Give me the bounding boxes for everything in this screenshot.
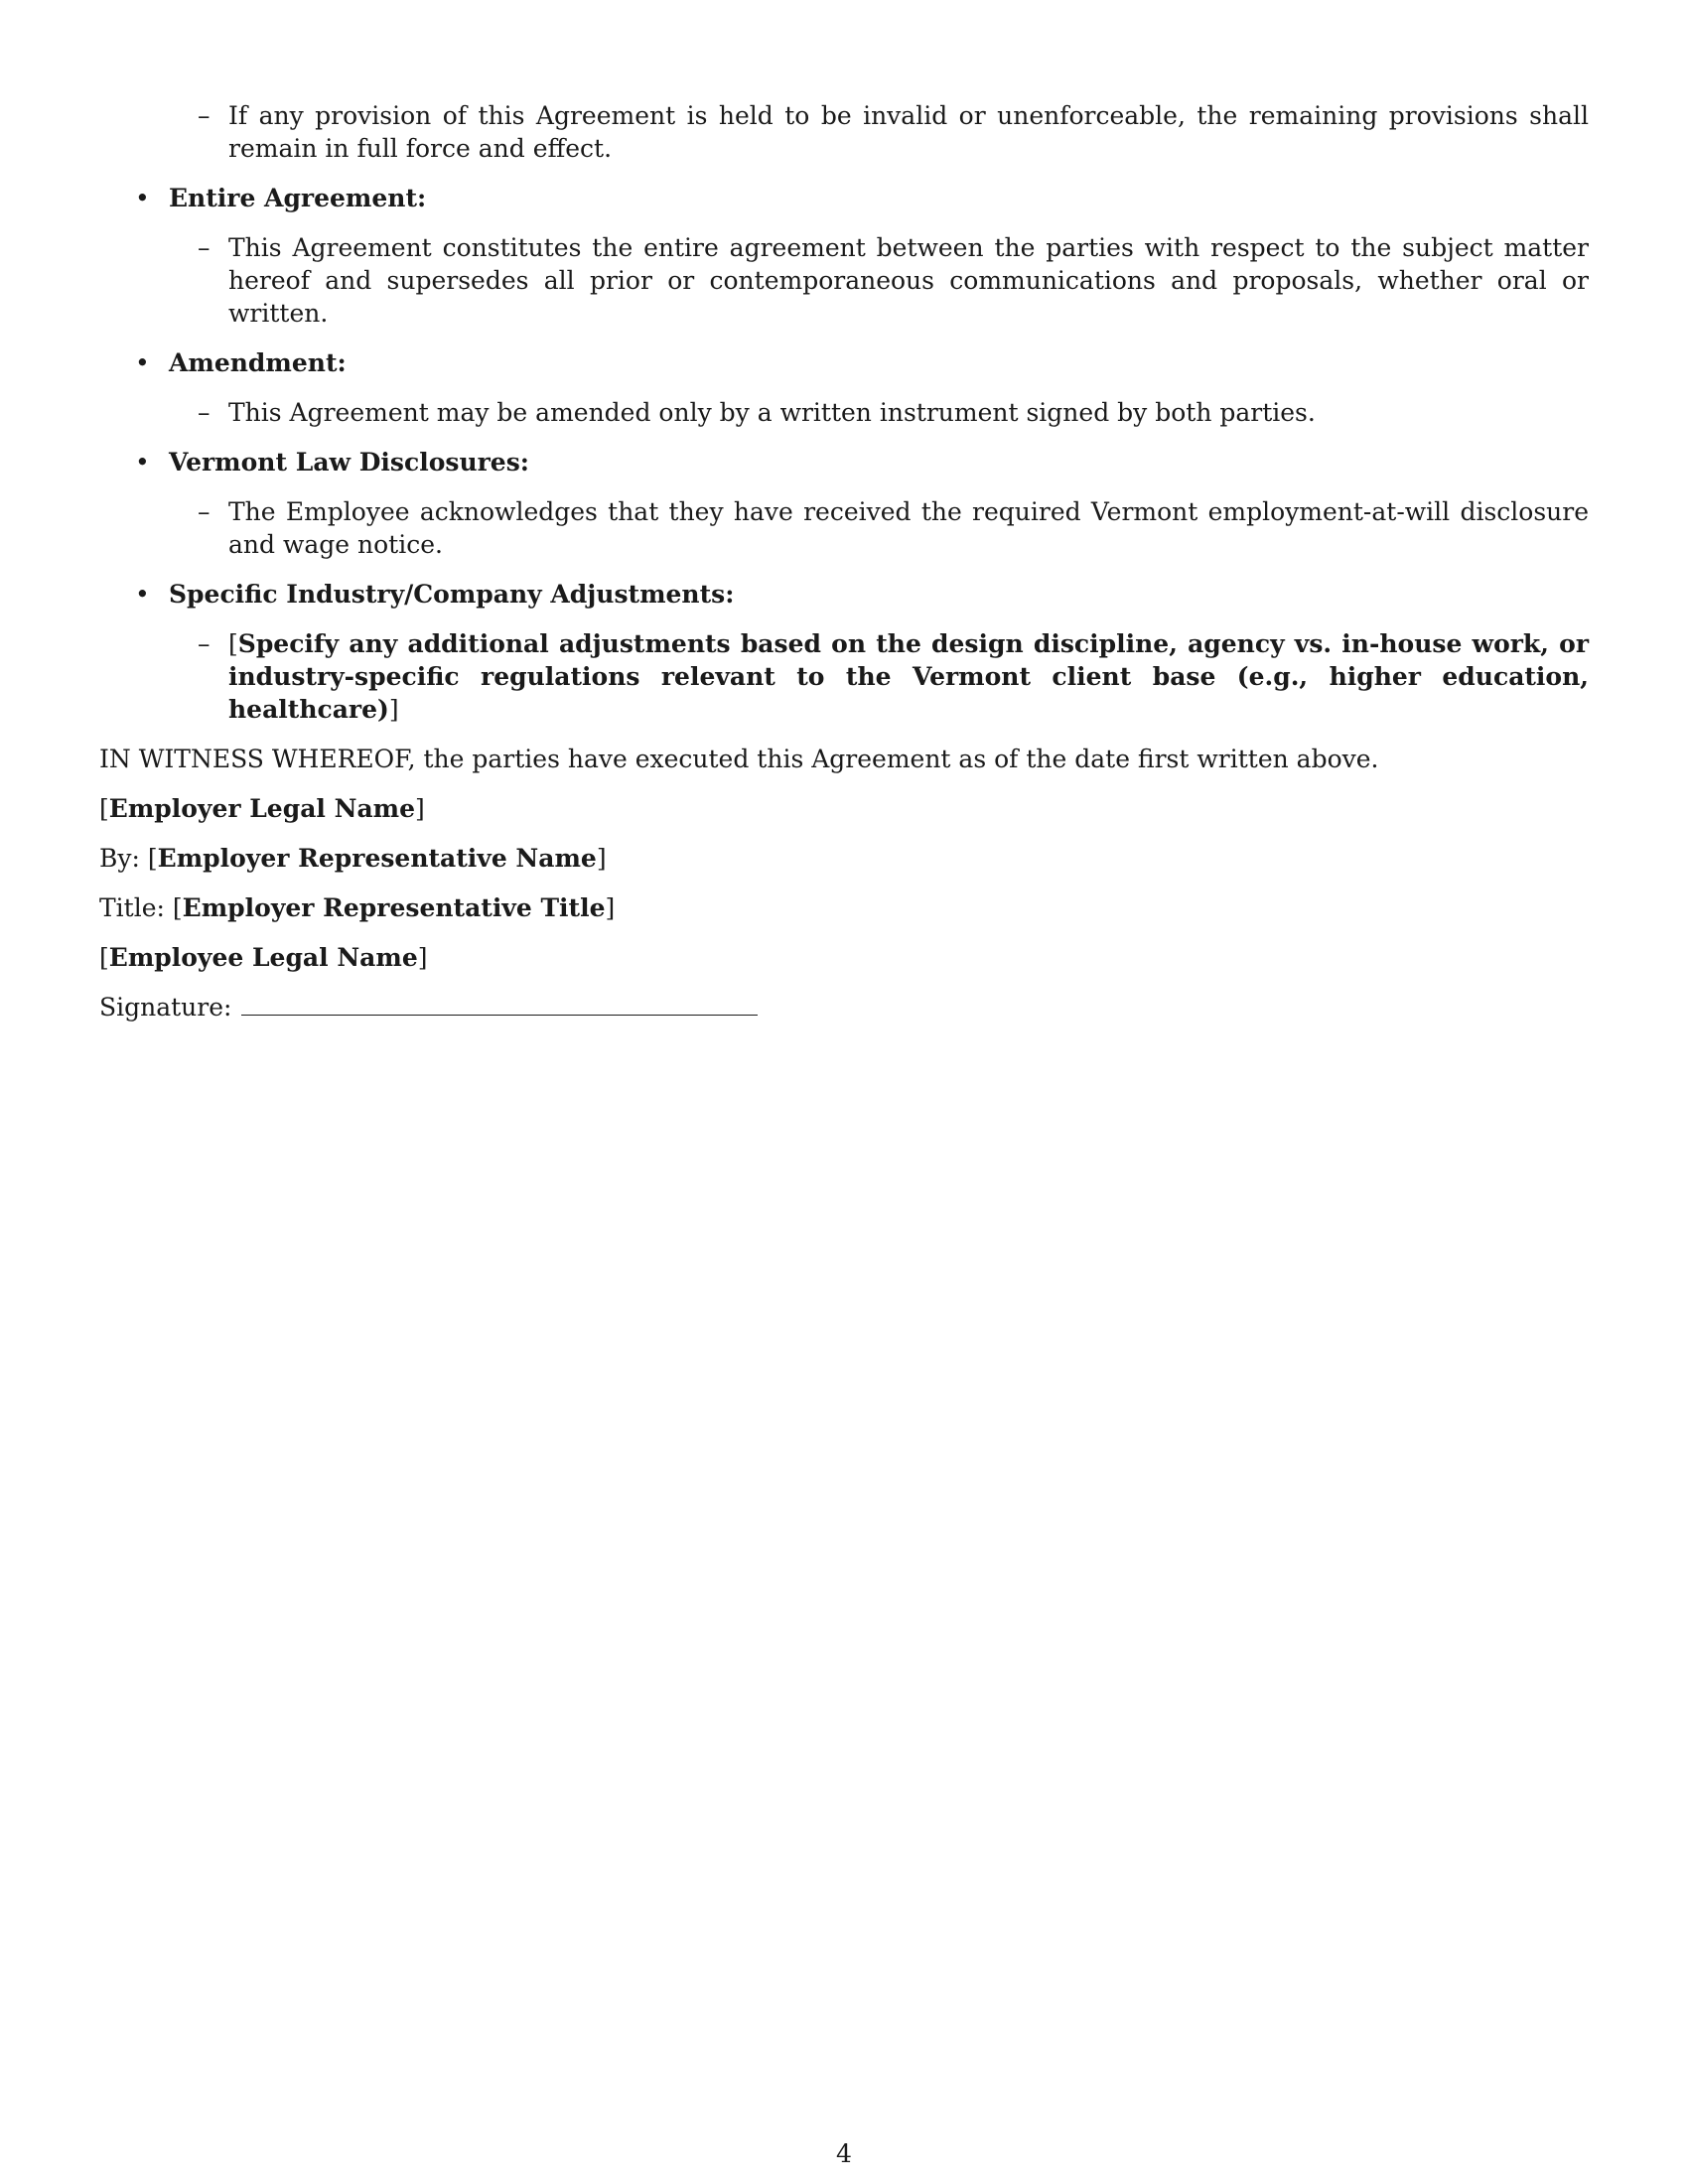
page-content <box>99 99 1589 1024</box>
employer-title-line: Title: [Employer Representative Title] <box>99 893 616 922</box>
employer-legal-name: [Employer Legal Name] <box>99 794 425 823</box>
severability-text: – If any provision of this Agreement is held to be invalid or unenforceable, the remaining provisions shall remain in full force and effect. <box>198 101 1589 163</box>
signature-field[interactable] <box>241 991 758 1016</box>
section-amendment <box>99 346 1589 379</box>
section-heading: Specific Industry/Company Adjustments: <box>169 580 735 609</box>
dash-marker: – <box>198 629 211 658</box>
bullet-marker: • <box>135 348 150 377</box>
page-number: 4 <box>836 2139 852 2168</box>
amendment-text: – This Agreement may be amended only by a written instrument signed by both parties. <box>198 398 1316 427</box>
witness-clause: IN WITNESS WHEREOF, the parties have executed this Agreement as of the date first written above. <box>99 745 1379 773</box>
signature-line: Signature: <box>99 991 1589 1024</box>
section-vermont-law <box>99 446 1589 478</box>
bullet-marker: • <box>135 448 150 477</box>
section-industry-adjustments <box>99 578 1589 611</box>
bullet-marker: • <box>135 580 150 609</box>
employer-representative-line: By: [Employer Representative Name] <box>99 844 607 873</box>
dash-marker: – <box>198 497 211 526</box>
vermont-law-text: – The Employee acknowledges that they have received the required Vermont employment-at-will disclosure and wage notice. <box>198 497 1589 559</box>
employee-legal-name: [Employee Legal Name] <box>99 943 428 972</box>
dash-marker: – <box>198 398 211 427</box>
dash-marker: – <box>198 233 211 262</box>
dash-marker: – <box>198 101 211 130</box>
entire-agreement-text: – This Agreement constitutes the entire agreement between the parties with respect to the subject matter hereof and supersedes all prior or contemporaneous communications and proposals, whether oral or written. <box>198 233 1589 328</box>
section-heading: Vermont Law Disclosures: <box>169 448 530 477</box>
section-heading: Entire Agreement: <box>169 184 427 212</box>
section-entire-agreement <box>99 182 1589 214</box>
bullet-marker: • <box>135 184 150 212</box>
section-heading: Amendment: <box>169 348 347 377</box>
industry-adjustments-text: – [Specify any additional adjustments based on the design discipline, agency vs. in-house work, or industry-specific regulations relevant to the Vermont client base (e.g., higher education, healthcare)] <box>198 629 1589 724</box>
